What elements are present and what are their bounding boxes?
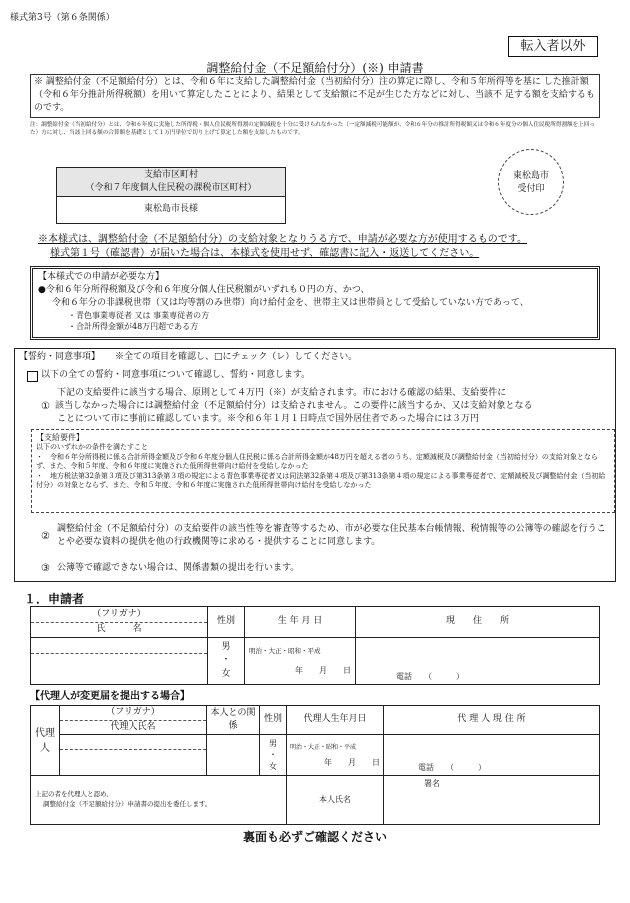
city-box (56, 167, 286, 224)
agent-gender-male[interactable]: 男 (269, 739, 277, 749)
requirements-box (31, 429, 615, 513)
requirement-2: ・ 地方税法第32条第３項及び第313条第３項の規定による青色事業専従者又は同法第32条第４項及び第313条第４項の規定による事業専従者で、定額減税及び調整給付金（当初給付分）の対象とならず、また、令和５年度、令和６年度に実施された低所得世帯向け給付を受給しなかった (36, 471, 606, 489)
agent-phone: 電話 （ ） (418, 762, 486, 772)
agent-birth-header: 代理人生年月日 (287, 706, 384, 735)
item1-line2: 該当しなかった場合には調整給付金（不足額給付分）は支給されません。この要件に該当するか、又は支給対象となる (55, 401, 533, 411)
required-bullet2: ・合計所得金額が48万円超である方 (68, 322, 199, 332)
item1-lead: 下記の支給要件に該当する場合、原則として４万円（※）が支給されます。市における確認の結果、支給要件に (57, 388, 507, 398)
agent-address-cell[interactable] (384, 735, 600, 776)
agent-relation-header: 本人との関係 (207, 706, 260, 735)
agent-row-label: 代理人 (31, 706, 60, 776)
footnote: 注：調整給付金（当初給付分）とは、令和６年度に実施した所得税・個人住民税所得割の定額減税を十分に受けられなかった（一定額減税可能額が、令和６年分の推計所得税額又は令和６年度分の個人住民税所得割額を上回った）方に対し、当該上回る額の合算額を基礎として１万円単位で切り上げて算定した額を支給したものです。 (30, 122, 595, 136)
principal-name-label: 本人氏名 (287, 776, 384, 825)
applicant-phone: 電話 （ ） (396, 671, 464, 681)
agent-furigana-header: （フリガナ） (60, 706, 206, 720)
stamp-line1: 東松島市 (512, 171, 549, 181)
consent-heading-note: ※全ての項目を確認し、□にチェック（レ）してください。 (115, 352, 358, 362)
requirements-intro: 以下のいずれかの条件を満たすこと (36, 443, 148, 452)
applicant-name-cell[interactable] (31, 638, 208, 685)
agent-relation-cell[interactable] (207, 735, 260, 776)
item1-number: ① (41, 401, 50, 412)
signature-label: 署名 (424, 779, 440, 788)
agent-table (30, 705, 600, 825)
consent-box (14, 348, 616, 582)
mayor-addressee: 東松島市長様 (57, 197, 286, 224)
agent-gender-cell[interactable] (260, 735, 287, 776)
item3-number: ③ (41, 563, 50, 574)
agent-section-title: 【代理人が変更届を提出する場合】 (30, 691, 190, 702)
reception-stamp (498, 149, 564, 215)
item2-text: 調整給付金（不足額給付分）の支給要件の該当性等を審査等するため、市が必要な住民基本台帳情報、税情報等の公簿等の確認を行うことや必要な資料の提供を他の行政機関等に求める・提供することに同意します。 (57, 524, 606, 548)
delegation-line2: 調整給付金（不足額給付分）申請書の提出を委任します。 (43, 800, 212, 808)
agent-eras: 明治・大正・昭和・平成 (290, 743, 357, 751)
applicant-ymd: 年 月 日 (295, 665, 351, 675)
stamp-line2: 受付印 (517, 184, 545, 195)
applicant-furigana-header: （フリガナ） (31, 608, 207, 622)
delegation-line1: 上記の者を代理人と認め、 (35, 790, 113, 799)
requirement-1: ・ 令和６年分所得税に係る合計所得金額及び令和６年度分個人住民税に係る合計所得金額が48万円を超える者のうち、定額減税及び調整給付金（当初給付分）の支給対象とならず、また、令和５年度、令和６年度に実施された低所得世帯向け給付を受給しなかった (36, 452, 598, 471)
agent-name-header: 代理人氏名 (110, 721, 156, 732)
delegation-cell (31, 776, 287, 825)
city-sublabel: （令和７年度個人住民税の課税市区町村） (85, 183, 257, 193)
applicant-section-title: １．申請者 (24, 592, 85, 606)
applicant-name-header: 氏 名 (96, 623, 142, 634)
requirements-heading: 【支給要件】 (36, 433, 84, 442)
applicant-address-header: 現 住 所 (356, 607, 600, 638)
agent-name-cell[interactable] (60, 735, 207, 776)
usage-note-2: 様式第１号（確認書）が届いた場合は、本様式を使用せず、確認書に記入・返送してください。 (50, 248, 480, 259)
item2-number: ② (41, 531, 50, 542)
applicant-address-cell[interactable] (356, 638, 600, 685)
consent-heading: 【誓約・同意事項】 (19, 352, 101, 362)
agent-gender-dot: ・ (269, 750, 277, 760)
applicant-birth-cell[interactable] (245, 638, 356, 685)
gender-female[interactable]: 女 (221, 668, 231, 679)
required-bullet1: ・青色事業専従者 又は 事業専従者の方 (68, 311, 210, 321)
item3-text: 公簿等で確認できない場合は、関係書類の提出を行います。 (57, 563, 300, 573)
required-heading: 【本様式での申請が必要な方】 (38, 272, 165, 282)
gender-male[interactable]: 男 (221, 642, 231, 653)
footer-note: 裏面も必ずご確認ください (242, 830, 387, 844)
gender-dot: ・ (221, 655, 231, 666)
agent-name-input[interactable] (60, 750, 206, 775)
corner-tag: 転入者以外 (508, 36, 598, 57)
applicant-eras: 明治・大正・昭和・平成 (249, 646, 321, 655)
required-line1: ●令和６年分所得税額及び令和６年度分個人住民税額がいずれも０円の方、かつ、 (38, 285, 370, 296)
agent-ymd: 年 月 日 (324, 757, 380, 767)
agent-gender-header: 性別 (260, 706, 287, 735)
intro-text: ※ 調整給付金（不足額給付分）とは、令和６年に支給した調整給付金（当初給付分）注の算定に際し、令和５年所得等を基に した推計額（令和６年分推計所得税額）を用いて算定したことにより、結果として支給額に不足が生じた方などに対し、当該不 足する額を支給するものです。 (30, 74, 600, 118)
consent-checkbox[interactable] (27, 371, 38, 382)
agent-furigana-input[interactable] (60, 736, 206, 750)
agent-address-header: 代 理 人 現 住 所 (384, 706, 600, 735)
page-title: 調整給付金（不足額給付分）(※) 申請書 (206, 61, 424, 75)
applicant-name-input[interactable] (31, 654, 207, 684)
applicant-furigana-input[interactable] (31, 639, 207, 654)
form-number: 様式第3号（第６条関係） (10, 13, 115, 23)
required-box (30, 266, 600, 340)
agent-gender-female[interactable]: 女 (269, 761, 277, 771)
item1-line3: ことについて市に事前に確認しています。※令和６年１月１日時点で国外居住者であった場合には３万円 (57, 414, 480, 424)
applicant-gender-header: 性別 (208, 607, 245, 638)
signature-cell[interactable] (384, 776, 600, 825)
usage-note-1: ※本様式は、調整給付金（不足額給付分）の支給対象となりうる方で、申請が必要な方が使用するものです。 (38, 234, 527, 245)
applicant-table (30, 606, 600, 685)
agent-birth-cell[interactable] (287, 735, 384, 776)
applicant-birth-header: 生 年 月 日 (245, 607, 356, 638)
consent-checkbox-label: 以下の全ての誓約・同意事項について確認し、誓約・同意します。 (41, 370, 311, 380)
applicant-gender-cell[interactable] (208, 638, 245, 685)
required-line2: 令和６年分の非課税世帯（又は均等割のみ世帯）向け給付金を、世帯主又は世帯員として受給していない方であって、 (52, 298, 529, 309)
city-label: 支給市区町村 (143, 169, 198, 180)
